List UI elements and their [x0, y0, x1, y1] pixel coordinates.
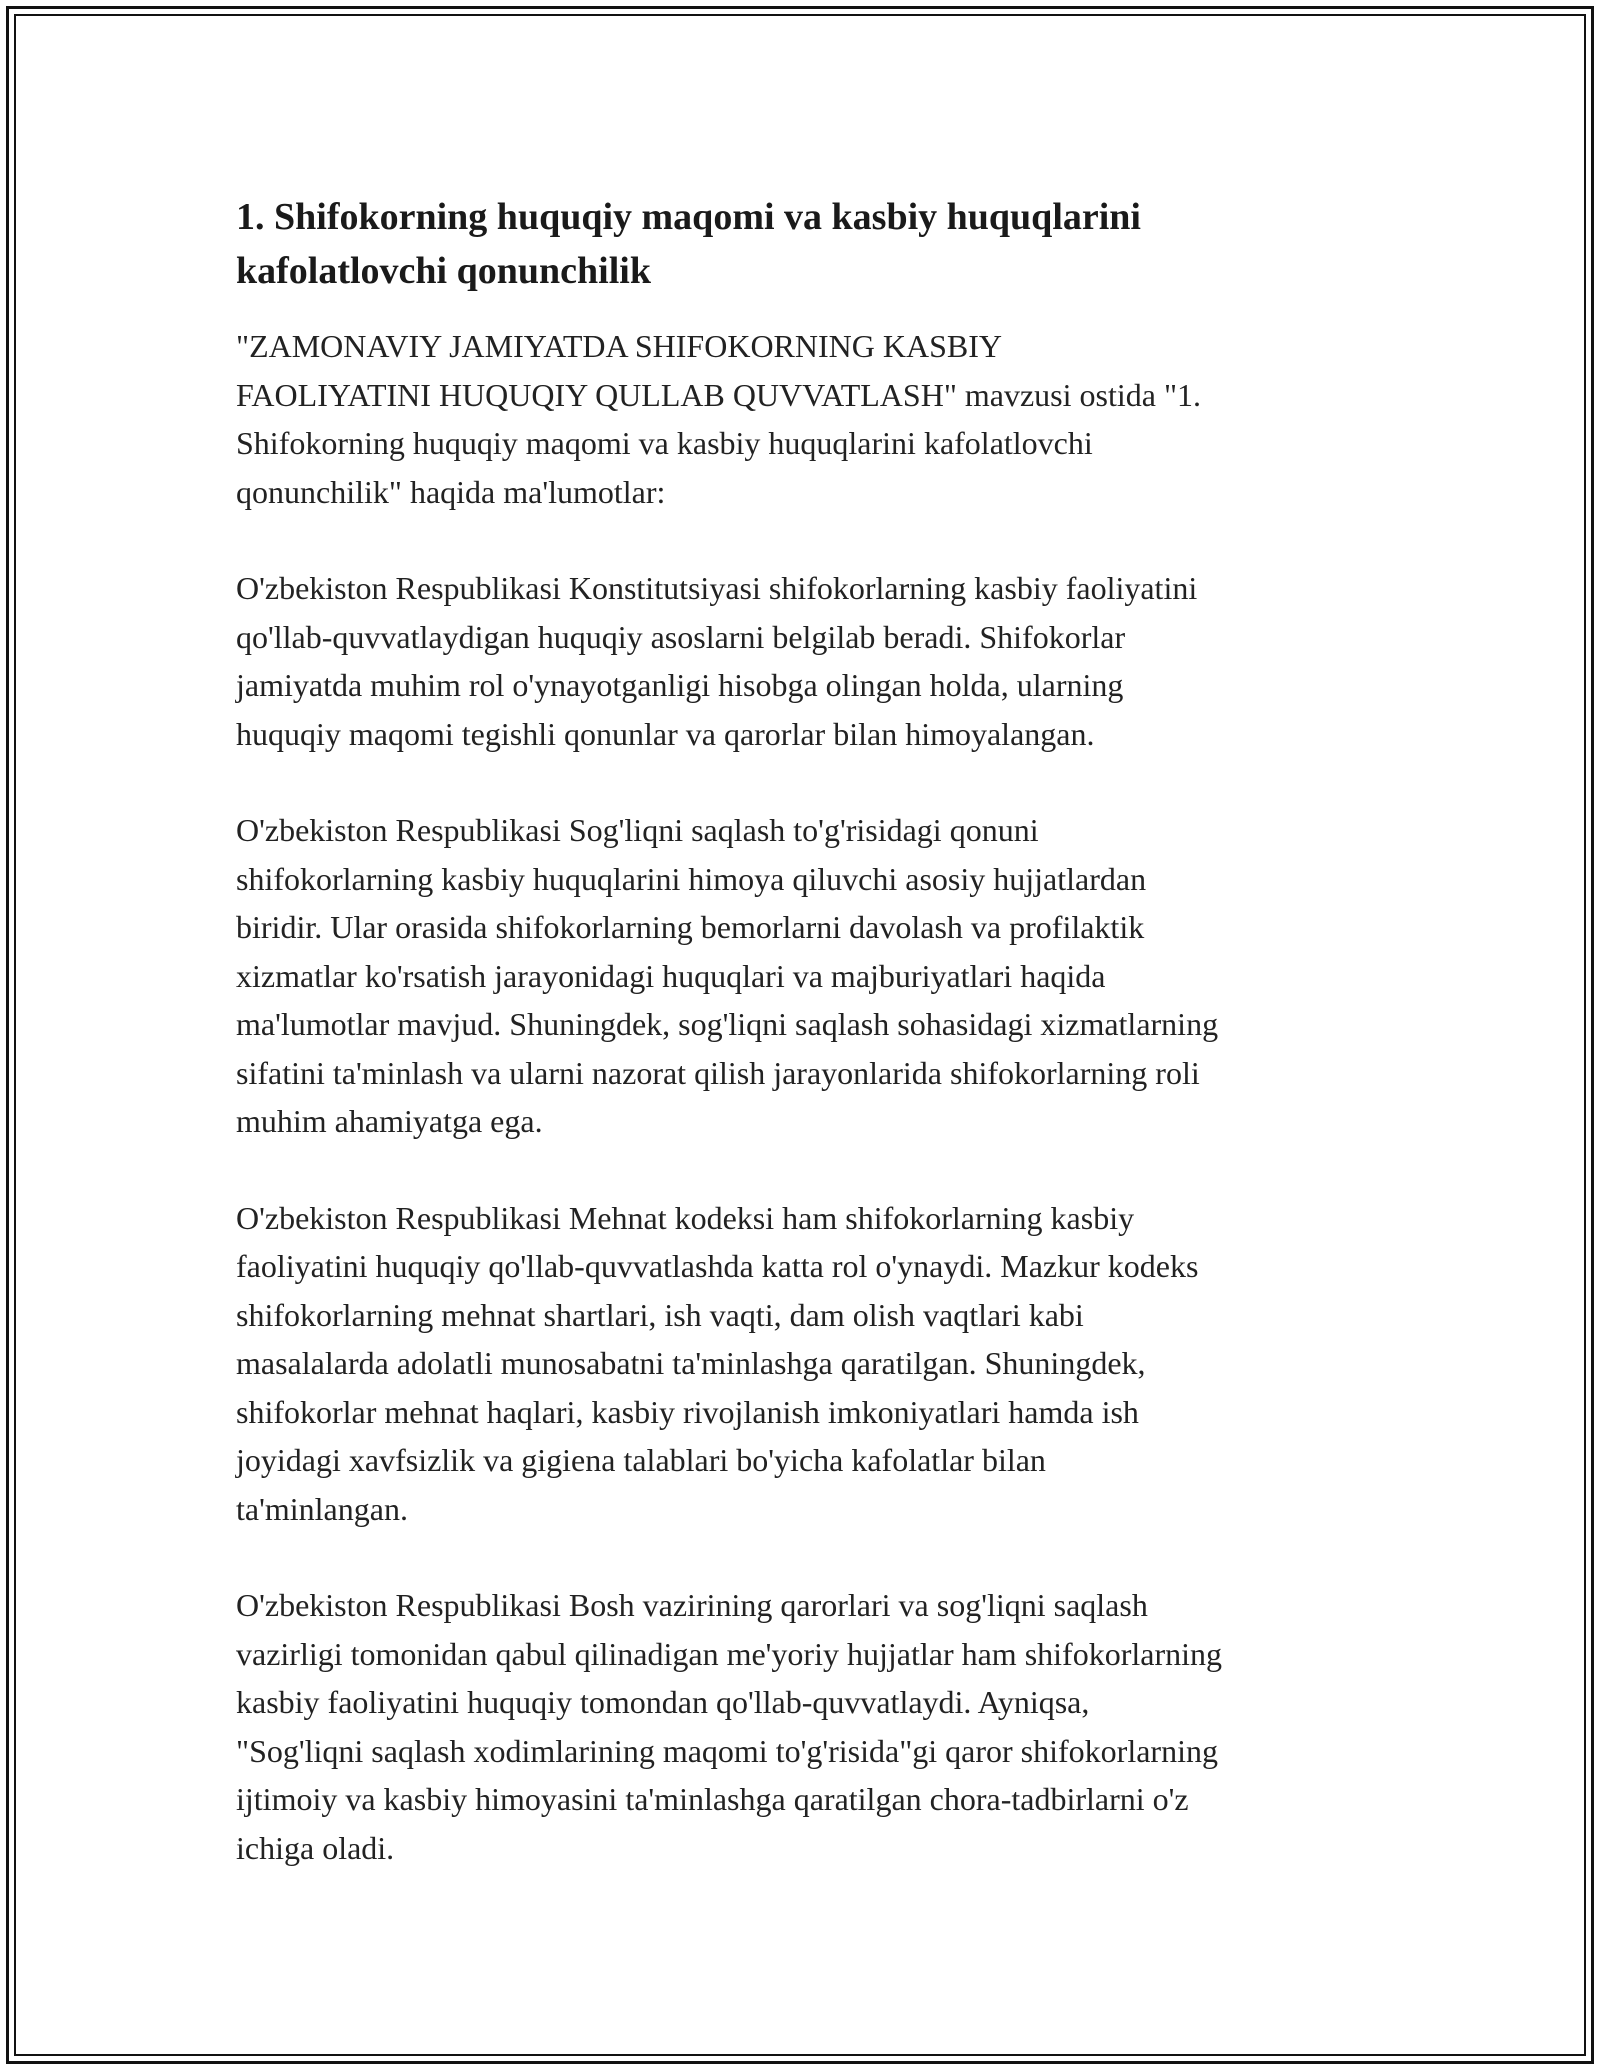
text-line: shifokorlar mehnat haqlari, kasbiy rivojlanish imkoniyatlari hamda ish: [236, 1393, 1139, 1430]
text-line: sifatini ta'minlash va ularni nazorat qilish jarayonlarida shifokorlarning roli: [236, 1054, 1200, 1091]
text-line: faoliyatini huquqiy qo'llab-quvvatlashda katta rol o'ynaydi. Mazkur kodeks: [236, 1248, 1199, 1284]
text-line: ma'lumotlar mavjud. Shuningdek, sog'liqni saqlash sohasidagi xizmatlarning: [236, 1006, 1219, 1042]
text-line: O'zbekiston Respublikasi Bosh vazirining qarorlari va sog'liqni saqlash: [236, 1587, 1148, 1623]
text-line: xizmatlar ko'rsatish jarayonidagi huquqlari va majburiyatlari haqida: [236, 957, 1106, 994]
text-line: ta'minlangan.: [236, 1490, 408, 1527]
text-line: ichiga oladi.: [236, 1829, 395, 1866]
document-body: [236, 190, 1376, 1920]
constitution-paragraph: [236, 564, 1376, 758]
text-line: huquqiy maqomi tegishli qonunlar va qarorlar bilan himoyalangan.: [236, 715, 1095, 752]
text-line: shifokorlarning mehnat shartlari, ish vaqti, dam olish vaqtlari kabi: [236, 1296, 1084, 1333]
text-line: O'zbekiston Respublikasi Mehnat kodeksi ham shifokorlarning kasbiy: [236, 1199, 1135, 1236]
text-line: qo'llab-quvvatlaydigan huquqiy asoslarni belgilab beradi. Shifokorlar: [236, 618, 1126, 655]
health-law-paragraph: [236, 806, 1376, 1146]
text-line: "Sog'liqni saqlash xodimlarining maqomi to'g'risida"gi qaror shifokorlarning: [236, 1732, 1218, 1769]
text-line: Shifokorning huquqiy maqomi va kasbiy huquqlarini kafolatlovchi: [236, 425, 1093, 461]
text-line: ijtimoiy va kasbiy himoyasini ta'minlashga qaratilgan chora-tadbirlarni o'z: [236, 1781, 1189, 1817]
text-line: shifokorlarning kasbiy huquqlarini himoya qiluvchi asosiy hujjatlardan: [236, 860, 1147, 897]
heading-line: 1. Shifokorning huquqiy maqomi va kasbiy huquqlarini: [236, 196, 1141, 238]
text-line: "ZAMONAVIY JAMIYATDA SHIFOKORNING KASBIY: [236, 328, 1002, 364]
text-line: biridir. Ular orasida shifokorlarning bemorlarni davolash va profilaktik: [236, 909, 1145, 945]
text-line: O'zbekiston Respublikasi Konstitutsiyasi shifokorlarning kasbiy faoliyatini: [236, 570, 1198, 606]
intro-paragraph: [236, 322, 1376, 516]
text-line: kasbiy faoliyatini huquqiy tomondan qo'llab-quvvatlaydi. Ayniqsa,: [236, 1684, 1090, 1720]
text-line: FAOLIYATINI HUQUQIY QULLAB QUVVATLASH" mavzusi ostida "1.: [236, 376, 1202, 413]
text-line: joyidagi xavfsizlik va gigiena talablari bo'yicha kafolatlar bilan: [236, 1442, 1046, 1478]
section-heading: [236, 190, 1376, 298]
text-line: qonunchilik" haqida ma'lumotlar:: [236, 473, 666, 510]
text-line: O'zbekiston Respublikasi Sog'liqni saqlash to'g'risidagi qonuni: [236, 812, 1039, 848]
heading-line: kafolatlovchi qonunchilik: [236, 250, 651, 292]
text-line: masalalarda adolatli munosabatni ta'minlashga qaratilgan. Shuningdek,: [236, 1345, 1146, 1381]
text-line: vazirligi tomonidan qabul qilinadigan me'yoriy hujjatlar ham shifokorlarning: [236, 1635, 1222, 1672]
labor-code-paragraph: [236, 1194, 1376, 1534]
government-decrees-paragraph: [236, 1581, 1376, 1872]
text-line: jamiyatda muhim rol o'ynayotganligi hisobga olingan holda, ularning: [236, 667, 1124, 703]
text-line: muhim ahamiyatga ega.: [236, 1103, 543, 1139]
